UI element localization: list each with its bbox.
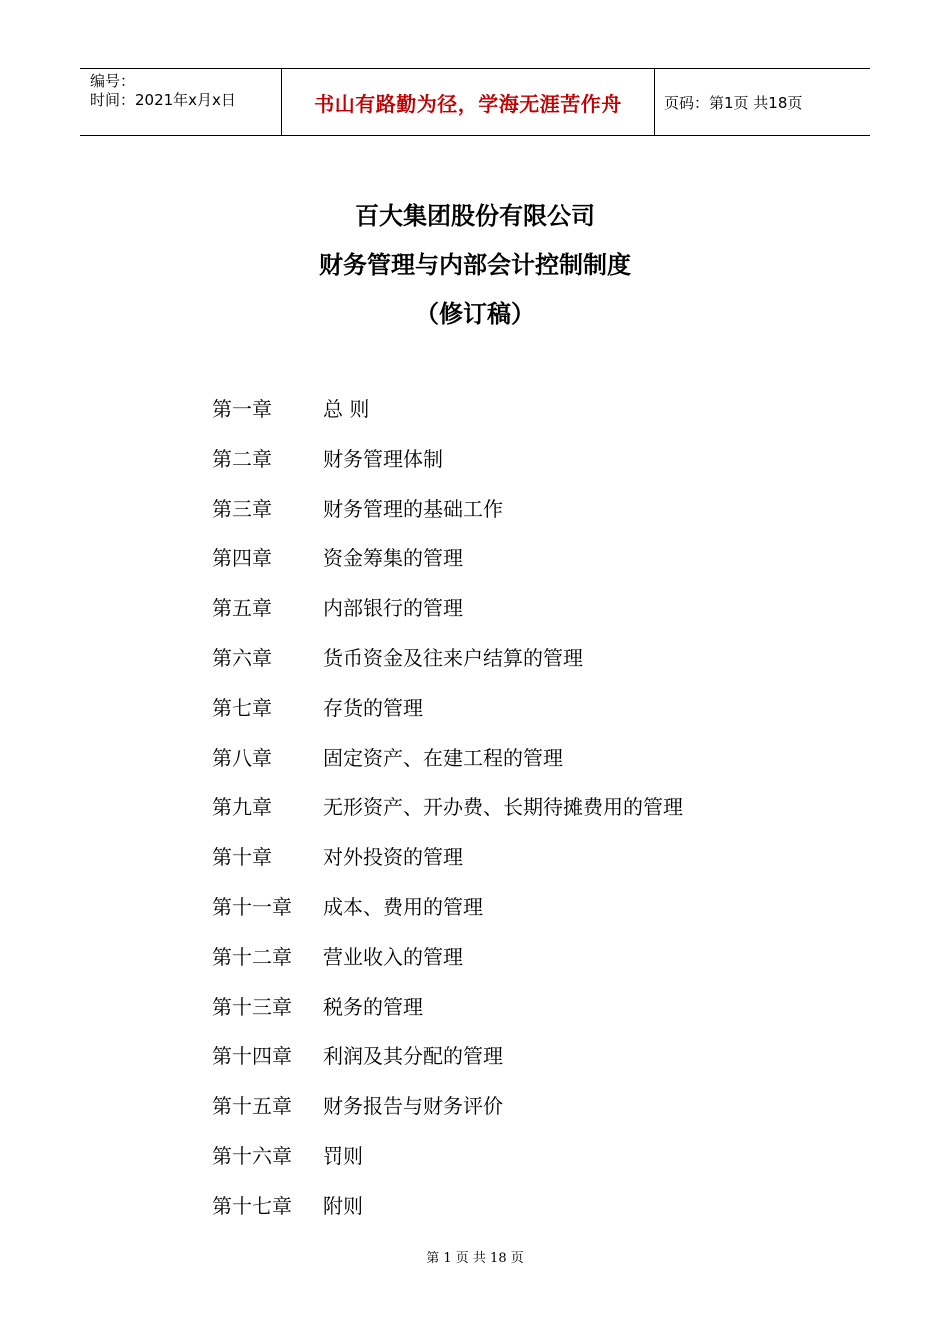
toc-entry [212, 542, 683, 592]
toc-chapter-title: 成本、费用的管理 [323, 894, 483, 919]
toc-chapter-number: 第十五章 [212, 1094, 292, 1119]
toc-chapter-title: 利润及其分配的管理 [323, 1044, 503, 1069]
toc-entry [212, 791, 683, 841]
page-footer: 第 1 页 共 18 页 [426, 1251, 524, 1266]
toc-chapter-number: 第十六章 [212, 1143, 292, 1168]
toc-entry [212, 1090, 683, 1140]
toc-chapter-number: 第八章 [212, 745, 272, 770]
toc-chapter-number: 第十三章 [212, 994, 292, 1019]
toc-entry [212, 991, 683, 1041]
toc-chapter-title: 资金筹集的管理 [323, 546, 463, 571]
toc-entry [212, 941, 683, 991]
toc-chapter-number: 第十二章 [212, 944, 292, 969]
toc-chapter-title: 总 则 [323, 397, 370, 421]
toc-entry [212, 493, 683, 543]
toc-entry [212, 393, 683, 443]
toc-chapter-number: 第六章 [212, 645, 272, 670]
toc-chapter-title: 对外投资的管理 [323, 845, 463, 870]
toc-chapter-title: 无形资产、开办费、长期待摊费用的管理 [323, 795, 683, 820]
table-of-contents [212, 393, 683, 1240]
toc-chapter-number: 第九章 [212, 795, 272, 820]
toc-chapter-number: 第四章 [212, 546, 272, 571]
toc-entry [212, 692, 683, 742]
toc-chapter-title: 财务管理体制 [323, 446, 443, 471]
toc-chapter-number: 第五章 [212, 596, 272, 621]
toc-chapter-number: 第一章 [212, 397, 272, 421]
draft-label: （修订稿） [415, 299, 535, 328]
toc-chapter-number: 第十四章 [212, 1044, 292, 1069]
toc-chapter-title: 罚则 [323, 1143, 363, 1168]
code-label: 编号： [90, 72, 136, 90]
toc-entry [212, 642, 683, 692]
toc-chapter-title: 货币资金及往来户结算的管理 [323, 645, 583, 670]
toc-chapter-title: 税务的管理 [323, 994, 423, 1019]
document-header [80, 68, 870, 136]
header-page-info: 页码：第1页 共18页 [664, 93, 803, 112]
toc-chapter-number: 第三章 [212, 496, 272, 521]
header-meta-cell [80, 69, 282, 135]
toc-chapter-title: 存货的管理 [323, 695, 423, 720]
toc-chapter-title: 财务报告与财务评价 [323, 1094, 503, 1119]
header-motto: 书山有路勤为径，学海无涯苦作舟 [282, 69, 655, 135]
toc-chapter-title: 财务管理的基础工作 [323, 496, 503, 521]
toc-entry [212, 742, 683, 792]
toc-chapter-title: 营业收入的管理 [323, 944, 463, 969]
document-title: 财务管理与内部会计控制制度 [319, 250, 631, 279]
toc-entry [212, 891, 683, 941]
toc-entry [212, 841, 683, 891]
toc-chapter-number: 第十章 [212, 845, 272, 870]
toc-chapter-number: 第十一章 [212, 894, 292, 919]
toc-entry [212, 592, 683, 642]
company-title: 百大集团股份有限公司 [355, 201, 595, 230]
toc-chapter-number: 第二章 [212, 446, 272, 471]
toc-entry [212, 1190, 683, 1240]
toc-chapter-title: 固定资产、在建工程的管理 [323, 745, 563, 770]
toc-chapter-number: 第十七章 [212, 1193, 292, 1218]
toc-entry [212, 443, 683, 493]
toc-entry [212, 1040, 683, 1090]
toc-chapter-title: 附则 [323, 1193, 363, 1218]
toc-chapter-title: 内部银行的管理 [323, 596, 463, 621]
time-label: 时间：2021年x月x日 [90, 91, 236, 109]
toc-entry [212, 1140, 683, 1190]
toc-chapter-number: 第七章 [212, 695, 272, 720]
